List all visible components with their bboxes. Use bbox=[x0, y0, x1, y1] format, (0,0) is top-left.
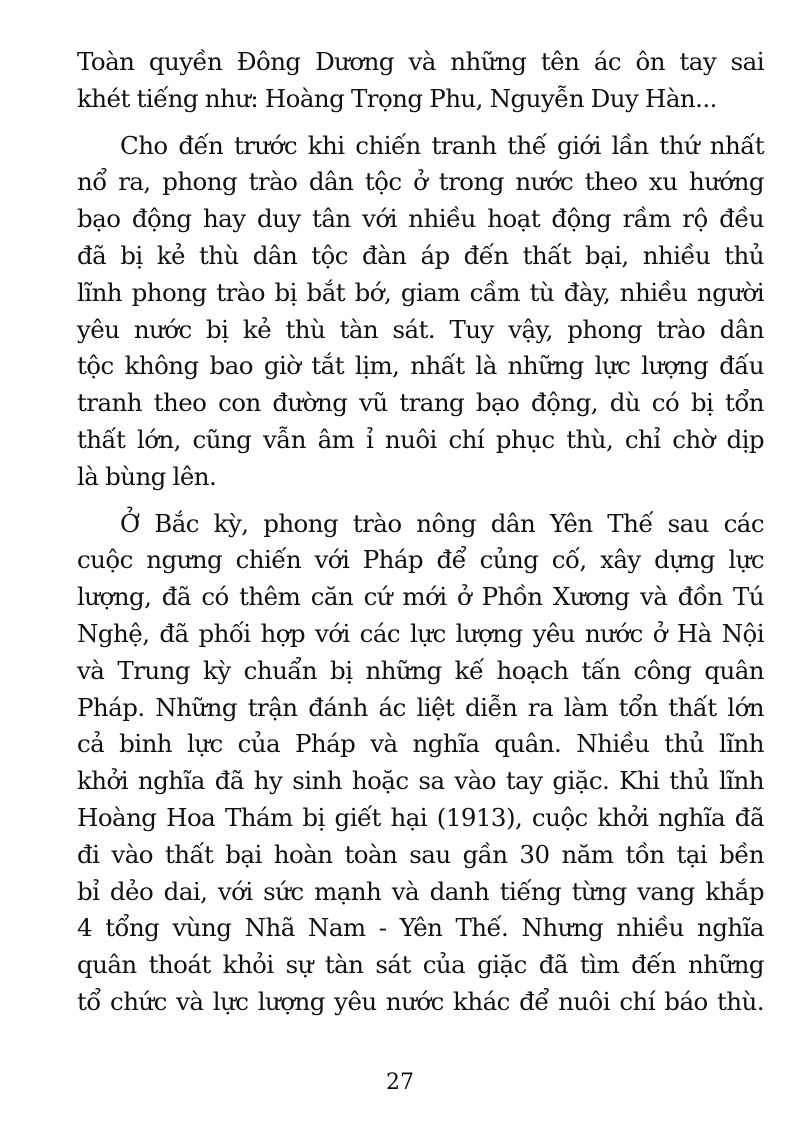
text-line: bỉ dẻo dai, với sức mạnh và danh tiếng từng vang khắp bbox=[77, 876, 764, 906]
text-line: là bùng lên. bbox=[77, 461, 217, 491]
text-line: Nghệ, đã phối hợp với các lực lượng yêu nước ở Hà Nội bbox=[77, 618, 764, 648]
text-line: quân thoát khỏi sự tàn sát của giặc đã tìm đến những bbox=[77, 950, 764, 980]
paragraph-2 bbox=[77, 128, 764, 496]
text-line: lĩnh phong trào bị bắt bớ, giam cầm tù đày, nhiều người bbox=[77, 277, 764, 307]
text-line: Toàn quyền Đông Dương và những tên ác ôn tay sai bbox=[77, 47, 764, 76]
text-line: và Trung kỳ chuẩn bị những kế hoạch tấn công quân bbox=[77, 655, 764, 685]
text-line: Pháp. Những trận đánh ác liệt diễn ra làm tổn thất lớn bbox=[77, 692, 764, 722]
text-line: cả binh lực của Pháp và nghĩa quân. Nhiều thủ lĩnh bbox=[77, 729, 764, 759]
paragraph-1 bbox=[77, 44, 764, 118]
text-line: cuộc ngưng chiến với Pháp để củng cố, xây dựng lực bbox=[77, 545, 764, 575]
page-body bbox=[77, 44, 764, 1031]
text-line: nổ ra, phong trào dân tộc ở trong nước theo xu hướng bbox=[77, 167, 764, 197]
text-line: lượng, đã có thêm căn cứ mới ở Phồn Xương và đồn Tú bbox=[77, 582, 764, 612]
text-line: tộc không bao giờ tắt lịm, nhất là những lực lượng đấu bbox=[77, 351, 764, 381]
text-line: tranh theo con đường vũ trang bạo động, dù có bị tổn bbox=[77, 388, 764, 418]
text-line: đi vào thất bại hoàn toàn sau gần 30 năm tồn tại bền bbox=[77, 839, 764, 869]
text-line: Cho đến trước khi chiến tranh thế giới lần thứ nhất bbox=[120, 130, 764, 160]
text-line: yêu nước bị kẻ thù tàn sát. Tuy vậy, phong trào dân bbox=[77, 314, 764, 344]
text-line: bạo động hay duy tân với nhiều hoạt động rầm rộ đều bbox=[77, 204, 764, 234]
text-line: khởi nghĩa đã hy sinh hoặc sa vào tay giặc. Khi thủ lĩnh bbox=[77, 766, 764, 796]
text-line: khét tiếng như: Hoàng Trọng Phu, Nguyễn Duy Hàn... bbox=[77, 83, 717, 113]
text-line: đã bị kẻ thù dân tộc đàn áp đến thất bại, nhiều thủ bbox=[77, 240, 764, 270]
text-line: Ở Bắc kỳ, phong trào nông dân Yên Thế sau các bbox=[120, 508, 764, 538]
text-line: Hoàng Hoa Thám bị giết hại (1913), cuộc khởi nghĩa đã bbox=[77, 802, 764, 832]
text-line: thất lớn, cũng vẫn âm ỉ nuôi chí phục thù, chỉ chờ dịp bbox=[77, 424, 764, 454]
page-number: 27 bbox=[386, 1070, 414, 1095]
paragraph-3 bbox=[77, 506, 764, 1021]
text-line: 4 tổng vùng Nhã Nam - Yên Thế. Nhưng nhiều nghĩa bbox=[77, 913, 764, 943]
text-line: tổ chức và lực lượng yêu nước khác để nuôi chí báo thù. bbox=[77, 986, 764, 1016]
